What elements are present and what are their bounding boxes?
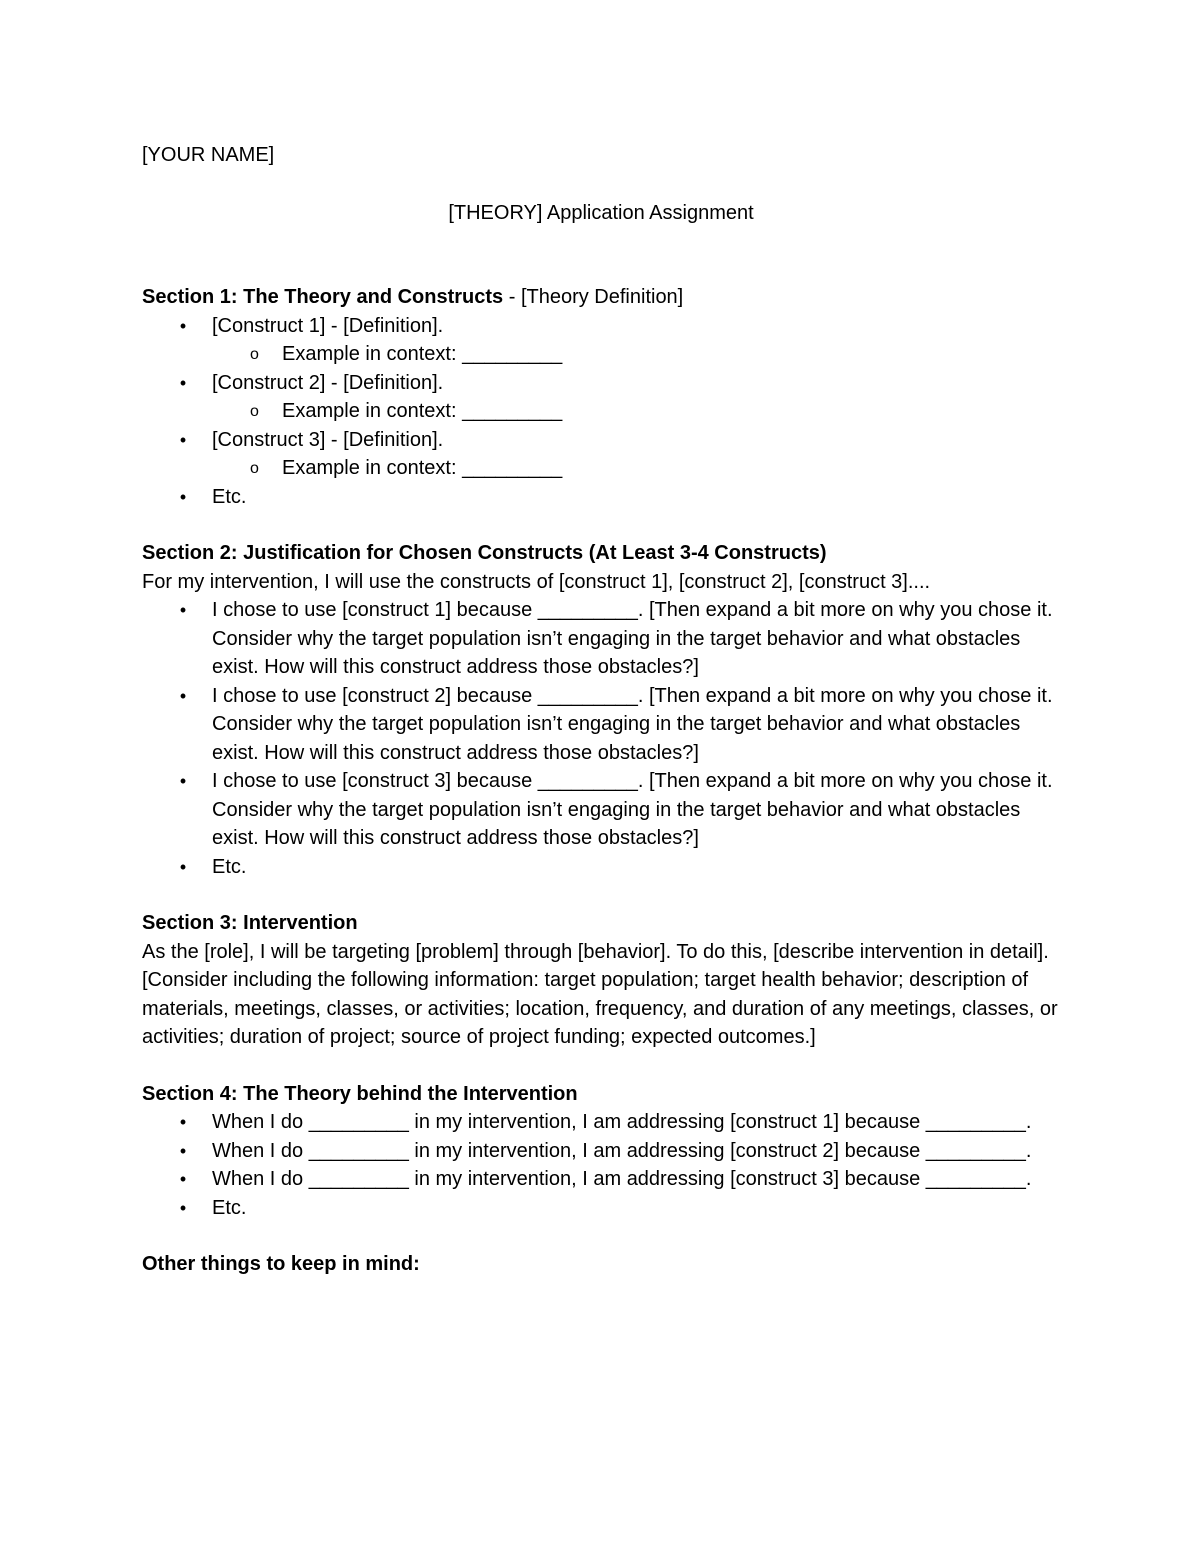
- construct-text: [Construct 3] - [Definition].: [212, 428, 444, 451]
- bullet-icon: •: [179, 1169, 187, 1189]
- section-1-list: [142, 312, 1060, 512]
- bullet-icon: •: [179, 1112, 187, 1132]
- bullet-icon: •: [179, 600, 187, 620]
- section-2-heading: Section 2: Justification for Chosen Constructs (At Least 3-4 Constructs): [142, 542, 827, 564]
- justification-text: I chose to use [construct 1] because _________. [Then expand a bit more on why you chose it. Consider why the target population isn’t engaging in the target behavior and what obstacles exist. How will this construct address those obstacles?]: [212, 599, 1053, 678]
- sub-list-item: [212, 397, 1060, 426]
- list-item: [142, 853, 1060, 882]
- sub-bullet-icon: o: [250, 346, 259, 363]
- list-item: [142, 1137, 1060, 1166]
- list-item: [142, 596, 1060, 682]
- list-item: [142, 1165, 1060, 1194]
- example-text: Example in context: _________: [282, 457, 563, 479]
- document-title: [THEORY] Application Assignment: [448, 201, 754, 224]
- bullet-icon: •: [179, 315, 187, 336]
- bullet-icon: •: [179, 372, 187, 393]
- section-4-list: [142, 1108, 1060, 1222]
- sub-list: [212, 397, 1060, 426]
- section-3-body: As the [role], I will be targeting [problem] through [behavior]. To do this, [describe intervention in detail]. [Consider including the following information: target population; target health behavior; description of materials, meetings, classes, or activities; location, frequency, and duration of any meetings, classes, or activities; duration of project; source of project funding; expected outcomes.]: [142, 940, 1058, 1048]
- list-item: [142, 483, 1060, 512]
- section-3-heading: Section 3: Intervention: [142, 912, 358, 934]
- list-item: [142, 1194, 1060, 1223]
- etc-text: Etc.: [212, 855, 247, 878]
- section-1-heading-rest: - [Theory Definition]: [503, 286, 684, 308]
- sub-list: [212, 454, 1060, 483]
- etc-text: Etc.: [212, 485, 247, 508]
- construct-text: [Construct 1] - [Definition].: [212, 314, 444, 337]
- theory-text: When I do _________ in my intervention, I am addressing [construct 1] because _________.: [212, 1111, 1032, 1133]
- list-item: [142, 682, 1060, 768]
- section-4-heading: Section 4: The Theory behind the Intervention: [142, 1082, 578, 1105]
- example-text: Example in context: _________: [282, 343, 563, 365]
- bullet-icon: •: [179, 685, 187, 706]
- section-2-list: [142, 596, 1060, 881]
- sub-list: [212, 340, 1060, 369]
- justification-text: I chose to use [construct 2] because _________. [Then expand a bit more on why you chose it. Consider why the target population isn’t engaging in the target behavior and what obstacles exist. How will this construct address those obstacles?]: [212, 684, 1053, 764]
- justification-text: I chose to use [construct 3] because _________. [Then expand a bit more on why you chose it. Consider why the target population isn’t engaging in the target behavior and what obstacles exist. How will this construct address those obstacles?]: [212, 770, 1053, 849]
- example-text: Example in context: _________: [282, 400, 563, 422]
- name-placeholder: [YOUR NAME]: [142, 144, 275, 166]
- bullet-icon: •: [179, 1140, 187, 1161]
- sub-list-item: [212, 454, 1060, 483]
- theory-text: When I do _________ in my intervention, I am addressing [construct 2] because _________.: [212, 1139, 1032, 1162]
- list-item: [142, 1108, 1060, 1137]
- list-item: [142, 369, 1060, 426]
- section-1-heading: [142, 283, 1060, 312]
- construct-text: [Construct 2] - [Definition].: [212, 371, 444, 394]
- list-item: [142, 426, 1060, 483]
- bullet-icon: •: [179, 856, 187, 877]
- section-2-intro: For my intervention, I will use the constructs of [construct 1], [construct 2], [construct 3]....: [142, 570, 931, 593]
- bullet-icon: •: [179, 429, 187, 450]
- other-heading: Other things to keep in mind:: [142, 1253, 420, 1275]
- bullet-icon: •: [179, 486, 187, 507]
- sub-list-item: [212, 340, 1060, 369]
- bullet-icon: •: [179, 1197, 187, 1218]
- list-item: [142, 767, 1060, 853]
- sub-bullet-icon: o: [250, 403, 259, 420]
- theory-text: When I do _________ in my intervention, I am addressing [construct 3] because _________.: [212, 1168, 1032, 1190]
- etc-text: Etc.: [212, 1196, 247, 1219]
- sub-bullet-icon: o: [250, 460, 259, 477]
- bullet-icon: •: [179, 771, 187, 791]
- list-item: [142, 312, 1060, 369]
- section-1-heading-bold: Section 1: The Theory and Constructs: [142, 286, 504, 308]
